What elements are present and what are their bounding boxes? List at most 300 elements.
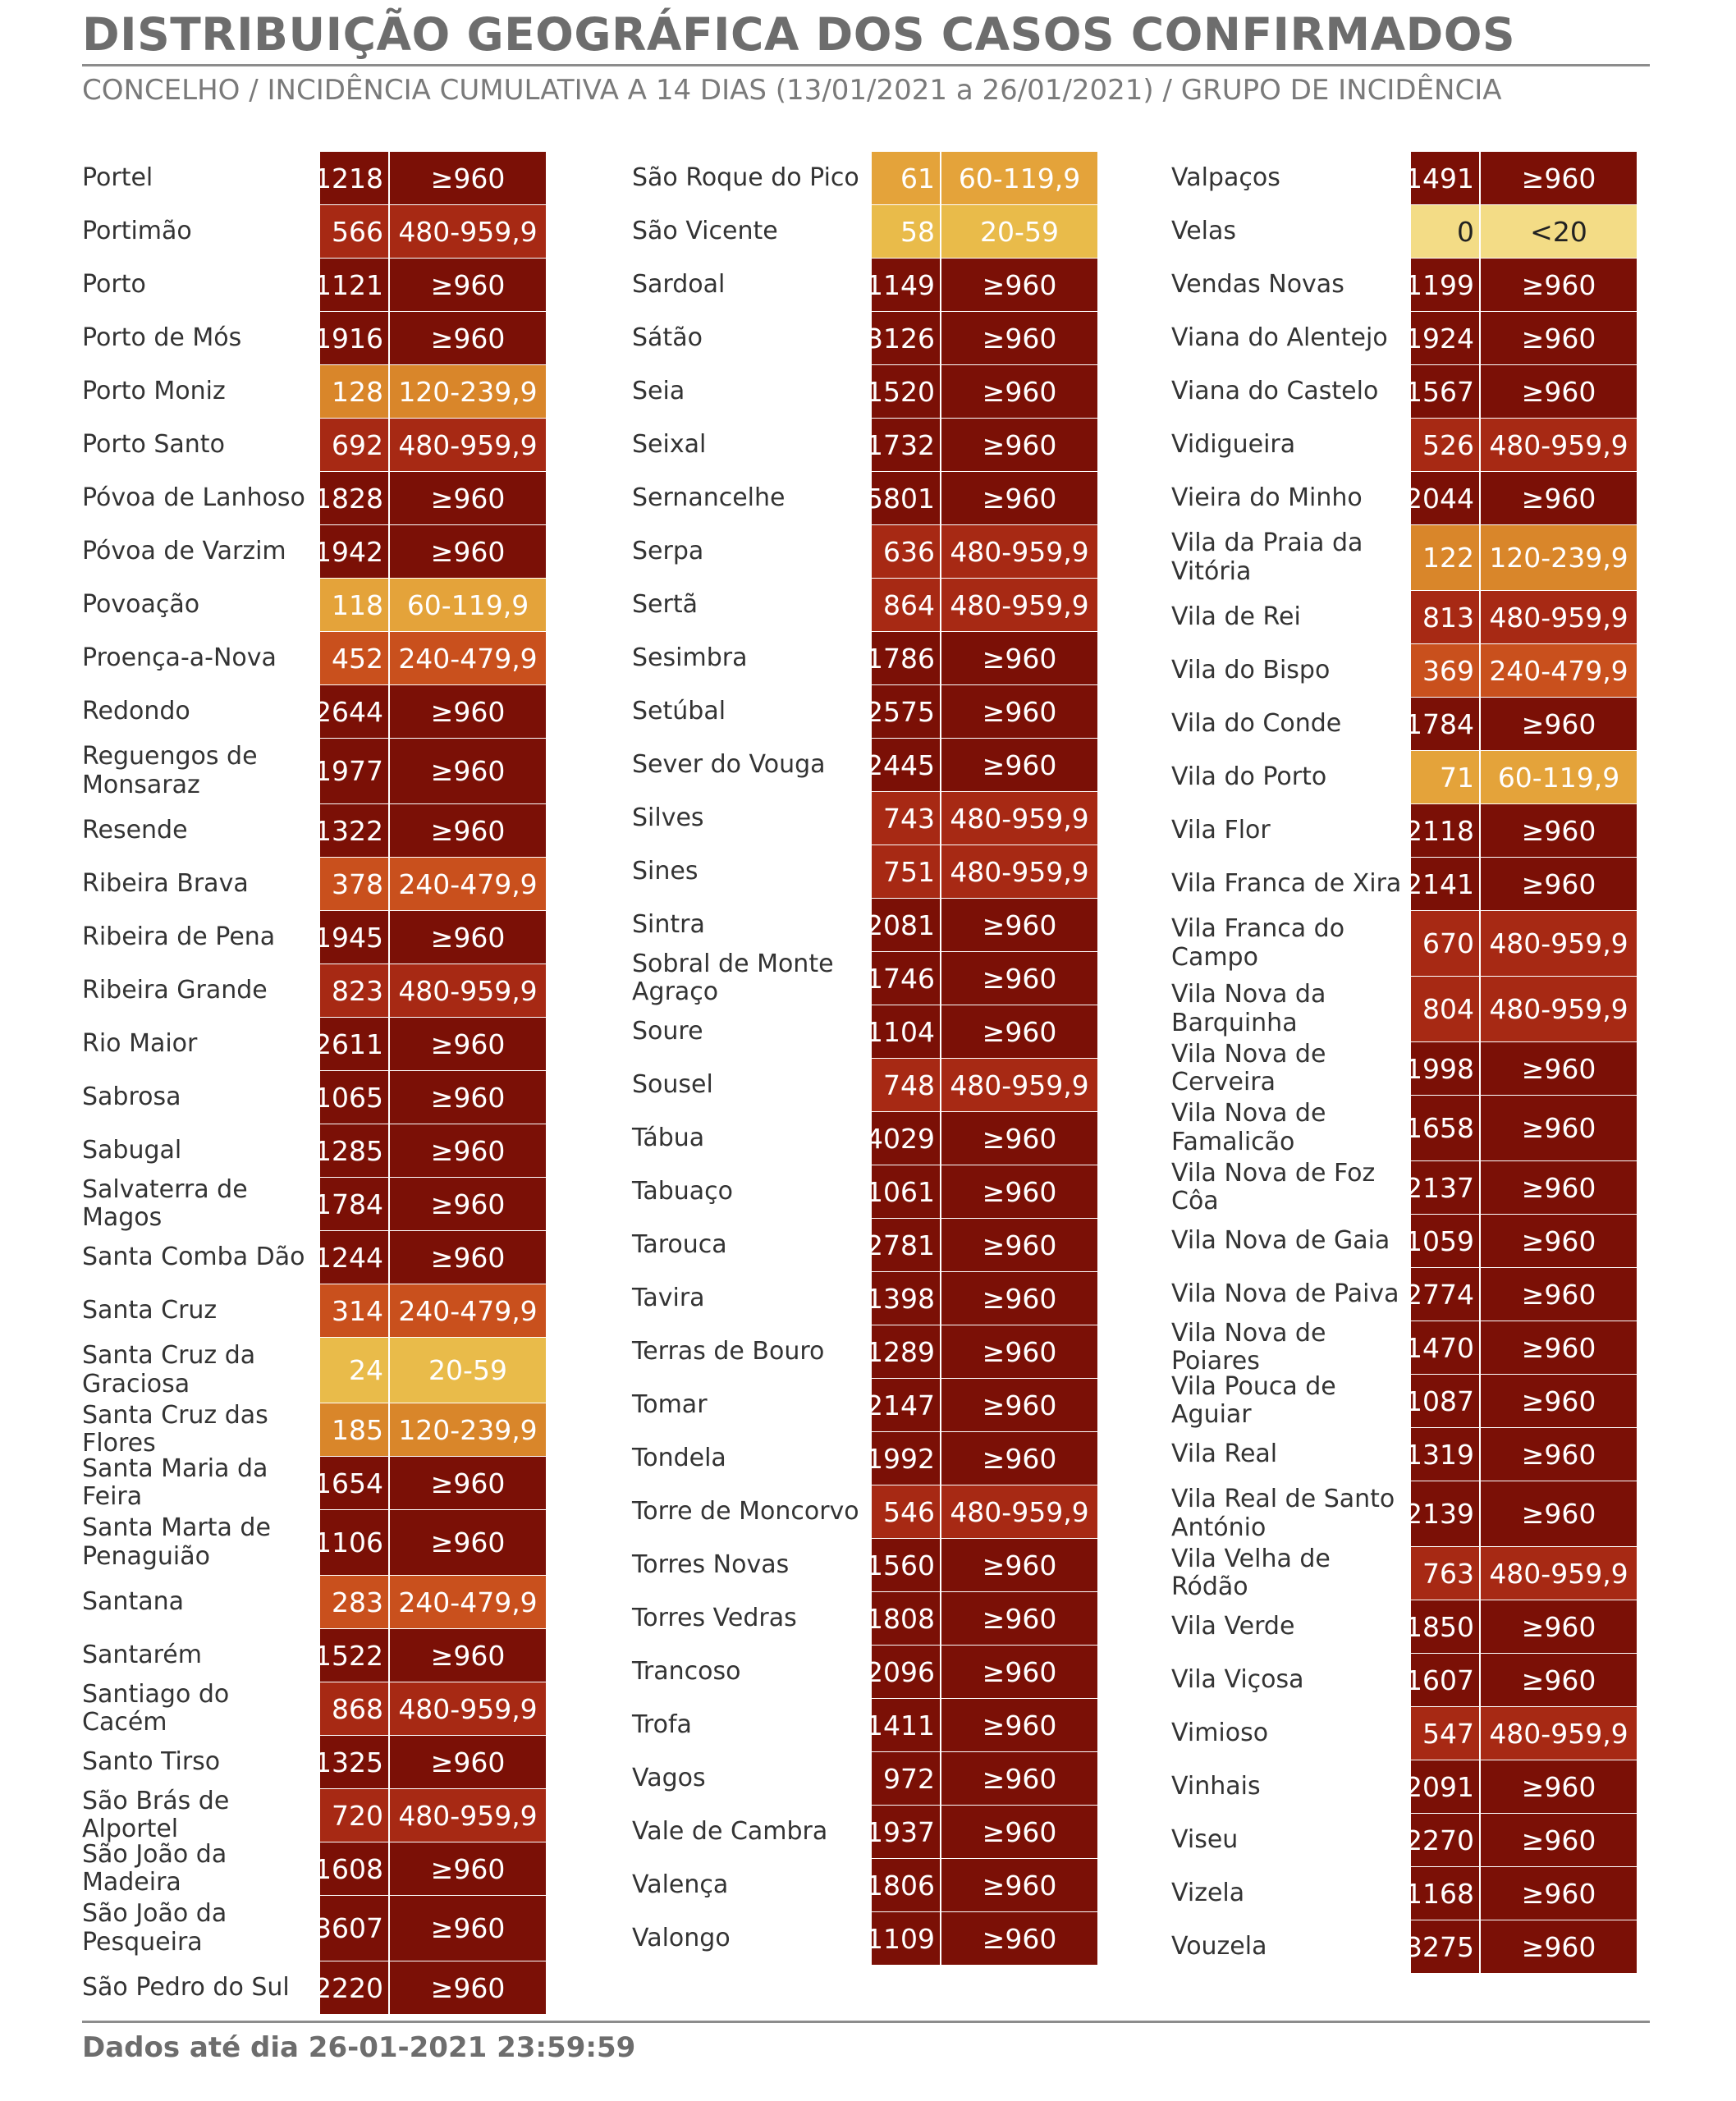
incidence-group: 480-959,9 (390, 205, 547, 258)
table-row (82, 525, 547, 578)
table-row (632, 1485, 1099, 1538)
table-row (632, 472, 1099, 524)
municipality-name: Redondo (82, 696, 190, 726)
incidence-group: 480-959,9 (1481, 1547, 1638, 1600)
incidence-group: ≥960 (1481, 312, 1638, 364)
table-row (82, 1576, 547, 1628)
incidence-group: 120-239,9 (390, 1403, 547, 1456)
municipality-name: Vila Nova da Barquinha (1171, 980, 1326, 1037)
municipality-name: Valença (632, 1870, 729, 1899)
table-row (82, 312, 547, 364)
incidence-group: ≥960 (390, 259, 547, 311)
incidence-value: 122 (1411, 525, 1481, 590)
incidence-value: 1149 (872, 259, 941, 311)
table-row (82, 1018, 547, 1070)
municipality-name: Valongo (632, 1923, 731, 1952)
municipality-name: São João da Pesqueira (82, 1899, 227, 1957)
table-row (82, 632, 547, 684)
municipality-name: Sátão (632, 323, 703, 352)
incidence-group: ≥960 (390, 685, 547, 738)
table-row (82, 1679, 547, 1737)
incidence-group: 240-479,9 (1481, 644, 1638, 697)
incidence-group: ≥960 (1481, 1042, 1638, 1095)
table-row (82, 205, 547, 258)
incidence-group: ≥960 (390, 1629, 547, 1682)
municipality-name: Vila Verde (1171, 1611, 1295, 1641)
municipality-name: Vagos (632, 1763, 706, 1792)
municipality-name: São João da Madeira (82, 1839, 227, 1897)
table-row (632, 1005, 1099, 1058)
incidence-value: 1520 (872, 365, 941, 418)
incidence-value: 1109 (872, 1912, 941, 1965)
incidence-value: 2575 (872, 685, 941, 738)
municipality-name: Ribeira de Pena (82, 922, 276, 951)
municipality-name: Vila Viçosa (1171, 1664, 1304, 1694)
table-row (82, 1961, 547, 2014)
table-row (1171, 525, 1638, 590)
table-row (82, 858, 547, 910)
incidence-group: ≥960 (390, 1457, 547, 1509)
municipality-name: Santiago do Cacém (82, 1679, 230, 1737)
table-row (82, 1400, 547, 1458)
table-row (1171, 911, 1638, 976)
incidence-group: ≥960 (390, 911, 547, 964)
incidence-group: ≥960 (941, 1379, 1099, 1431)
municipality-name: Tarouca (632, 1229, 727, 1259)
incidence-group: ≥960 (1481, 1215, 1638, 1267)
table-row (82, 1453, 547, 1511)
incidence-value: 1828 (320, 472, 390, 524)
incidence-value: 1924 (1411, 312, 1481, 364)
incidence-group: ≥960 (941, 365, 1099, 418)
municipality-name: Sesimbra (632, 643, 748, 672)
incidence-value: 1285 (320, 1124, 390, 1177)
incidence-group: ≥960 (941, 1859, 1099, 1911)
municipality-name: Ribeira Grande (82, 975, 268, 1005)
municipality-name: Sertã (632, 589, 698, 619)
table-row (632, 1699, 1099, 1751)
table-row (82, 152, 547, 204)
incidence-group: 20-59 (390, 1338, 547, 1403)
incidence-group: ≥960 (1481, 1161, 1638, 1214)
incidence-value: 1398 (872, 1272, 941, 1325)
incidence-group: ≥960 (1481, 1321, 1638, 1374)
incidence-group: ≥960 (941, 1752, 1099, 1805)
incidence-value: 972 (872, 1752, 941, 1805)
municipality-name: Vizela (1171, 1878, 1245, 1907)
incidence-group: ≥960 (1481, 1268, 1638, 1321)
table-row (632, 1325, 1099, 1378)
municipality-name: Sardoal (632, 269, 726, 299)
incidence-value: 1567 (1411, 365, 1481, 418)
table-row (1171, 1428, 1638, 1481)
municipality-name: Soure (632, 1016, 703, 1046)
incidence-value: 1218 (320, 152, 390, 204)
incidence-group: <20 (1481, 205, 1638, 258)
table-row (632, 792, 1099, 845)
incidence-group: ≥960 (390, 152, 547, 204)
incidence-group: ≥960 (941, 739, 1099, 791)
incidence-value: 566 (320, 205, 390, 258)
incidence-group: ≥960 (390, 1231, 547, 1284)
table-row (82, 1124, 547, 1177)
table-row (82, 1174, 547, 1232)
incidence-group: ≥960 (941, 1219, 1099, 1271)
incidence-value: 1808 (872, 1592, 941, 1645)
municipality-name: São Pedro do Sul (82, 1972, 290, 2002)
incidence-group: ≥960 (390, 1961, 547, 2014)
municipality-name: Vila do Conde (1171, 708, 1342, 738)
incidence-value: 2445 (872, 739, 941, 791)
table-row (1171, 1760, 1638, 1813)
incidence-group: ≥960 (941, 1539, 1099, 1591)
incidence-value: 118 (320, 579, 390, 631)
incidence-value: 720 (320, 1789, 390, 1842)
incidence-value: 1199 (1411, 259, 1481, 311)
table-row (632, 1806, 1099, 1858)
municipality-name: Vinhais (1171, 1771, 1261, 1801)
incidence-group: ≥960 (941, 419, 1099, 471)
table-row (632, 152, 1099, 204)
municipality-name: Seia (632, 376, 685, 405)
incidence-value: 24 (320, 1338, 390, 1403)
municipality-name: Vila de Rei (1171, 602, 1301, 631)
municipality-name: Santa Cruz (82, 1295, 218, 1325)
table-row (1171, 1371, 1638, 1429)
table-row (632, 419, 1099, 471)
incidence-value: 1806 (872, 1859, 941, 1911)
municipality-name: Vale de Cambra (632, 1816, 828, 1846)
incidence-group: ≥960 (941, 1646, 1099, 1698)
incidence-value: 748 (872, 1059, 941, 1111)
municipality-name: Reguengos de Monsaraz (82, 742, 258, 799)
incidence-group: 480-959,9 (1481, 419, 1638, 471)
incidence-value: 636 (872, 525, 941, 578)
municipality-name: São Roque do Pico (632, 162, 859, 192)
incidence-value: 3607 (320, 1896, 390, 1961)
incidence-group: 60-119,9 (941, 152, 1099, 204)
incidence-value: 2774 (1411, 1268, 1481, 1321)
incidence-group: ≥960 (1481, 1760, 1638, 1813)
footer-rule (82, 2021, 1650, 2023)
incidence-value: 3126 (872, 312, 941, 364)
incidence-value: 1411 (872, 1699, 941, 1751)
incidence-value: 546 (872, 1485, 941, 1538)
incidence-group: 480-959,9 (941, 845, 1099, 898)
incidence-group: ≥960 (390, 1896, 547, 1961)
municipality-name: Sabugal (82, 1135, 182, 1165)
municipality-name: Vila Nova de Poiares (1171, 1318, 1326, 1375)
incidence-group: 120-239,9 (1481, 525, 1638, 590)
incidence-group: 480-959,9 (1481, 977, 1638, 1041)
incidence-group: ≥960 (941, 1005, 1099, 1058)
incidence-value: 2118 (1411, 804, 1481, 857)
incidence-group: 480-959,9 (1481, 1707, 1638, 1760)
municipality-name: Vila do Porto (1171, 762, 1327, 791)
table-row (82, 365, 547, 418)
incidence-value: 2781 (872, 1219, 941, 1271)
incidence-group: 20-59 (941, 205, 1099, 258)
incidence-value: 1992 (872, 1432, 941, 1485)
municipality-name: Vila Nova de Foz Côa (1171, 1158, 1376, 1215)
incidence-value: 1608 (320, 1842, 390, 1895)
table-row (82, 1629, 547, 1682)
incidence-group: 480-959,9 (941, 1485, 1099, 1538)
incidence-group: 480-959,9 (1481, 911, 1638, 976)
incidence-value: 1059 (1411, 1215, 1481, 1267)
municipality-name: Sernancelhe (632, 483, 786, 512)
municipality-name: Tomar (632, 1389, 708, 1419)
table-row (632, 1379, 1099, 1431)
table-row (1171, 698, 1638, 750)
incidence-group: ≥960 (390, 525, 547, 578)
incidence-group: ≥960 (941, 685, 1099, 738)
incidence-group: ≥960 (1481, 1428, 1638, 1481)
municipality-name: Valpaços (1171, 162, 1280, 192)
table-row (1171, 152, 1638, 204)
municipality-name: Tábua (632, 1123, 705, 1152)
incidence-value: 2096 (872, 1646, 941, 1698)
municipality-name: Vieira do Minho (1171, 483, 1363, 512)
table-row (1171, 1481, 1638, 1546)
incidence-group: ≥960 (390, 1842, 547, 1895)
incidence-value: 670 (1411, 911, 1481, 976)
incidence-group: ≥960 (1481, 858, 1638, 910)
data-timestamp: Dados até dia 26-01-2021 23:59:59 (82, 2031, 636, 2064)
incidence-value: 2611 (320, 1018, 390, 1070)
incidence-group: ≥960 (941, 1806, 1099, 1858)
incidence-group: 480-959,9 (390, 419, 547, 471)
table-row (632, 525, 1099, 578)
incidence-value: 61 (872, 152, 941, 204)
incidence-value: 1325 (320, 1736, 390, 1788)
municipality-name: Torre de Moncorvo (632, 1496, 859, 1526)
table-row (1171, 205, 1638, 258)
table-row (82, 472, 547, 524)
municipality-name: Setúbal (632, 696, 726, 726)
incidence-value: 763 (1411, 1547, 1481, 1600)
incidence-group: ≥960 (390, 312, 547, 364)
table-row (82, 685, 547, 738)
incidence-group: 60-119,9 (1481, 751, 1638, 803)
incidence-value: 1607 (1411, 1654, 1481, 1706)
table-row (1171, 1096, 1638, 1160)
incidence-value: 743 (872, 792, 941, 845)
incidence-group: 60-119,9 (390, 579, 547, 631)
table-row (1171, 1814, 1638, 1866)
incidence-value: 1061 (872, 1165, 941, 1218)
municipality-name: Vila do Bispo (1171, 655, 1331, 684)
municipality-name: Vouzela (1171, 1931, 1267, 1961)
municipality-name: Santa Cruz das Flores (82, 1400, 268, 1458)
municipality-name: Porto Santo (82, 429, 225, 459)
incidence-value: 1104 (872, 1005, 941, 1058)
incidence-group: 480-959,9 (390, 964, 547, 1017)
municipality-name: Terras de Bouro (632, 1336, 825, 1366)
incidence-value: 692 (320, 419, 390, 471)
incidence-value: 2044 (1411, 472, 1481, 524)
incidence-group: 120-239,9 (390, 365, 547, 418)
municipality-name: Tavira (632, 1283, 705, 1312)
municipality-name: Santa Maria da Feira (82, 1453, 268, 1511)
incidence-value: 314 (320, 1284, 390, 1337)
incidence-group: ≥960 (941, 312, 1099, 364)
incidence-value: 2091 (1411, 1760, 1481, 1813)
table-row (632, 1592, 1099, 1645)
incidence-group: ≥960 (1481, 472, 1638, 524)
table-row (1171, 644, 1638, 697)
incidence-group: ≥960 (390, 1071, 547, 1124)
table-row (1171, 472, 1638, 524)
municipality-name: Vila Velha de Ródão (1171, 1544, 1331, 1601)
table-row (82, 1510, 547, 1575)
incidence-group: 480-959,9 (941, 525, 1099, 578)
table-row (82, 1338, 547, 1403)
municipality-name: Porto Moniz (82, 376, 226, 405)
table-row (82, 1284, 547, 1337)
incidence-group: ≥960 (941, 472, 1099, 524)
incidence-group: ≥960 (941, 899, 1099, 951)
municipality-name: Tondela (632, 1443, 726, 1472)
municipality-name: Torres Vedras (632, 1603, 797, 1632)
municipality-name: Serpa (632, 536, 704, 565)
incidence-group: ≥960 (941, 1912, 1099, 1965)
incidence-value: 2139 (1411, 1481, 1481, 1546)
incidence-value: 1106 (320, 1510, 390, 1575)
table-row (632, 259, 1099, 311)
incidence-group: ≥960 (390, 804, 547, 857)
incidence-value: 1560 (872, 1539, 941, 1591)
incidence-group: ≥960 (1481, 1096, 1638, 1160)
municipality-name: Vila Nova de Gaia (1171, 1225, 1390, 1255)
incidence-value: 185 (320, 1403, 390, 1456)
table-row (632, 1219, 1099, 1271)
table-row (632, 1432, 1099, 1485)
municipality-name: Santa Marta de Penaguião (82, 1513, 271, 1571)
table-row (1171, 1544, 1638, 1601)
incidence-value: 1746 (872, 952, 941, 1005)
municipality-name: Silves (632, 803, 704, 832)
table-row (632, 205, 1099, 258)
table-row (632, 739, 1099, 791)
incidence-value: 378 (320, 858, 390, 910)
page-subtitle: CONCELHO / INCIDÊNCIA CUMULATIVA A 14 DIAS (13/01/2021 a 26/01/2021) / GRUPO DE INCIDÊNCIA (82, 74, 1502, 107)
incidence-value: 2270 (1411, 1814, 1481, 1866)
table-row (82, 259, 547, 311)
incidence-value: 283 (320, 1576, 390, 1628)
incidence-group: ≥960 (1481, 1375, 1638, 1427)
table-row (1171, 1707, 1638, 1760)
table-row (632, 1646, 1099, 1698)
table-row (1171, 312, 1638, 364)
incidence-group: ≥960 (941, 1165, 1099, 1218)
incidence-group: ≥960 (941, 1112, 1099, 1165)
municipality-name: Santarém (82, 1640, 202, 1669)
incidence-group: ≥960 (1481, 698, 1638, 750)
municipality-name: Portimão (82, 216, 192, 245)
municipality-name: Póvoa de Varzim (82, 536, 286, 565)
incidence-group: ≥960 (390, 1124, 547, 1177)
incidence-value: 2081 (872, 899, 941, 951)
incidence-group: 240-479,9 (390, 858, 547, 910)
municipality-name: Trofa (632, 1710, 692, 1739)
municipality-name: Santo Tirso (82, 1746, 221, 1776)
incidence-value: 0 (1411, 205, 1481, 258)
table-row (632, 365, 1099, 418)
municipality-name: Viana do Alentejo (1171, 323, 1388, 352)
incidence-group: ≥960 (1481, 1814, 1638, 1866)
table-row (82, 739, 547, 803)
incidence-value: 1244 (320, 1231, 390, 1284)
table-row (82, 1736, 547, 1788)
incidence-group: ≥960 (1481, 1654, 1638, 1706)
incidence-group: ≥960 (941, 1272, 1099, 1325)
table-row (1171, 591, 1638, 643)
table-column-1 (82, 152, 547, 2015)
table-row (1171, 858, 1638, 910)
incidence-group: ≥960 (390, 1736, 547, 1788)
municipality-name: Vila Nova de Cerveira (1171, 1039, 1326, 1096)
incidence-value: 4029 (872, 1112, 941, 1165)
incidence-value: 71 (1411, 751, 1481, 803)
municipality-name: Tabuaço (632, 1176, 734, 1206)
municipality-name: Rio Maior (82, 1028, 198, 1058)
incidence-group: ≥960 (390, 1018, 547, 1070)
table-row (632, 949, 1099, 1006)
table-row (82, 1896, 547, 1961)
table-row (1171, 1158, 1638, 1215)
incidence-value: 452 (320, 632, 390, 684)
incidence-value: 1087 (1411, 1375, 1481, 1427)
incidence-group: ≥960 (1481, 1920, 1638, 1973)
municipality-name: São Vicente (632, 216, 778, 245)
municipality-name: Vila Real (1171, 1439, 1278, 1468)
municipality-name: Velas (1171, 216, 1236, 245)
incidence-group: ≥960 (390, 1510, 547, 1575)
municipality-name: Proença-a-Nova (82, 643, 277, 672)
municipality-name: Vendas Novas (1171, 269, 1344, 299)
incidence-value: 1658 (1411, 1096, 1481, 1160)
table-row (632, 1272, 1099, 1325)
incidence-group: 480-959,9 (941, 1059, 1099, 1111)
table-row (1171, 1654, 1638, 1706)
incidence-group: 480-959,9 (941, 579, 1099, 631)
municipality-name: Sabrosa (82, 1082, 181, 1111)
incidence-value: 369 (1411, 644, 1481, 697)
municipality-name: Sobral de Monte Agraço (632, 949, 834, 1006)
municipality-name: Resende (82, 815, 188, 845)
incidence-value: 804 (1411, 977, 1481, 1041)
incidence-group: ≥960 (1481, 152, 1638, 204)
municipality-name: Torres Novas (632, 1549, 790, 1579)
table-column-3 (1171, 152, 1638, 1974)
table-row (632, 632, 1099, 684)
incidence-group: ≥960 (941, 1699, 1099, 1751)
municipality-name: Vidigueira (1171, 429, 1296, 459)
municipality-name: Trancoso (632, 1656, 741, 1686)
municipality-name: Santana (82, 1586, 184, 1616)
incidence-value: 1168 (1411, 1867, 1481, 1920)
table-row (1171, 419, 1638, 471)
municipality-name: Ribeira Brava (82, 868, 249, 898)
table-row (632, 845, 1099, 898)
incidence-value: 58 (872, 205, 941, 258)
table-row (82, 1071, 547, 1124)
incidence-value: 1732 (872, 419, 941, 471)
incidence-value: 3275 (1411, 1920, 1481, 1973)
incidence-group: ≥960 (941, 1432, 1099, 1485)
municipality-name: Viana do Castelo (1171, 376, 1379, 405)
